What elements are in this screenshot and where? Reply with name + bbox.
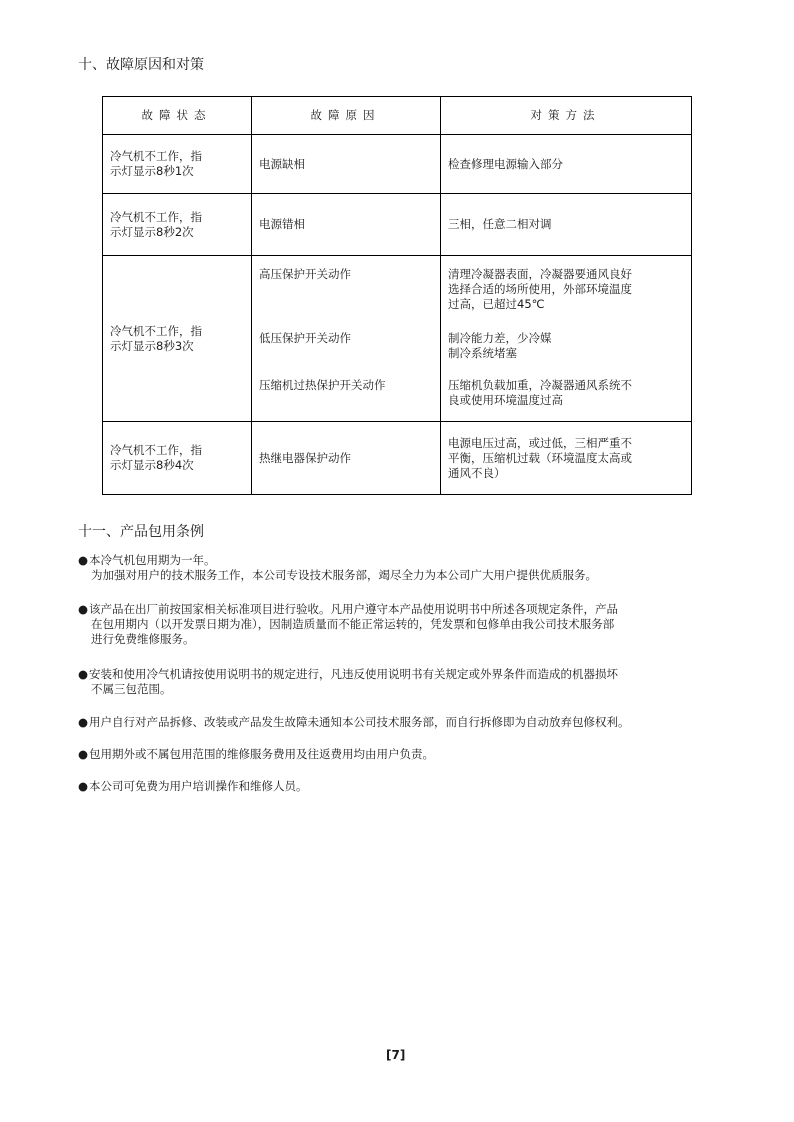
fault-remedy-cell: [441, 422, 692, 495]
bullet-text: 为加强对用户的技术服务工作，本公司专设技术服务部，竭尽全力为本公司广大用户提供优质服务。: [91, 568, 597, 582]
section-11-title: 十一、产品包用条例: [78, 524, 204, 540]
fault-table-header: [103, 97, 692, 135]
cause-line: 高压保护开关动作: [259, 267, 351, 281]
remedy-line: 制冷能力差，少冷媒: [448, 331, 552, 345]
header-status: 故障状态: [103, 97, 252, 135]
list-item: [78, 779, 718, 794]
cause-line: 热继电器保护动作: [259, 450, 351, 465]
bullet-text: 本冷气机包用期为一年。: [89, 553, 216, 567]
status-line: 示灯显示8秒1次: [110, 164, 194, 178]
table-row: [103, 256, 692, 422]
header-remedy: 对策方法: [441, 97, 692, 135]
list-item: [78, 602, 718, 647]
bullet-icon: ●: [78, 715, 89, 729]
list-item: [78, 553, 718, 583]
bullet-icon: ●: [78, 747, 89, 761]
header-cause: 故障原因: [252, 97, 441, 135]
cause-line: 压缩机过热保护开关动作: [259, 378, 386, 392]
bullet-icon: ●: [78, 667, 89, 681]
remedy-line: 平衡，压缩机过载（环境温度太高或: [448, 450, 632, 465]
bullet-text: 在包用期内（以开发票日期为准），因制造质量而不能正常运转的，凭发票和包修单由我公司技术服务部: [91, 617, 615, 631]
bullet-text: 该产品在出厂前按国家相关标准项目进行验收。凡用户遵守本产品使用说明书中所述各项规定条件，产品: [89, 602, 618, 616]
fault-status-cell: [103, 135, 252, 194]
fault-cause-cell: [252, 135, 441, 194]
fault-status-cell: [103, 194, 252, 256]
bullet-text: 不属三包范围。: [91, 682, 172, 696]
fault-remedy-cell: [441, 194, 692, 256]
fault-table: [102, 96, 692, 495]
cause-line: 低压保护开关动作: [259, 331, 351, 345]
status-line: 冷气机不工作，指: [110, 149, 202, 163]
table-row: [103, 135, 692, 194]
remedy-line: 检查修理电源输入部分: [448, 156, 563, 171]
remedy-group: [448, 267, 683, 312]
fault-cause-cell: [252, 256, 441, 422]
remedy-line: 通风不良）: [448, 465, 506, 480]
cause-line: 电源缺相: [259, 156, 305, 171]
remedy-line: 选择合适的场所使用，外部环境温度: [448, 282, 632, 296]
list-item: [78, 667, 718, 697]
list-item: [78, 715, 718, 730]
remedy-group: [448, 331, 683, 361]
bullet-icon: ●: [78, 779, 89, 793]
fault-status-cell: [103, 256, 252, 422]
remedy-group: [448, 378, 683, 408]
list-item: [78, 747, 718, 762]
fault-remedy-cell: [441, 135, 692, 194]
fault-cause-cell: [252, 422, 441, 495]
cause-line: 电源错相: [259, 217, 305, 231]
fault-cause-cell: [252, 194, 441, 256]
status-line: 冷气机不工作，指: [110, 323, 202, 338]
status-line: 示灯显示8秒3次: [110, 338, 194, 353]
fault-status-cell: [103, 422, 252, 495]
table-row: [103, 194, 692, 256]
fault-remedy-cell: [441, 256, 692, 422]
bullet-text: 进行免费维修服务。: [91, 632, 195, 646]
status-line: 示灯显示8秒2次: [110, 224, 194, 239]
bullet-icon: ●: [78, 602, 89, 616]
section-10-title: 十、故障原因和对策: [78, 57, 204, 73]
bullet-text: 包用期外或不属包用范围的维修服务费用及往返费用均由用户负责。: [89, 747, 434, 761]
status-line: 冷气机不工作，指: [110, 443, 202, 457]
page-number: [7]: [386, 1048, 406, 1062]
remedy-line: 清理冷凝器表面，冷凝器要通风良好: [448, 267, 632, 281]
bullet-text: 用户自行对产品拆修、改装或产品发生故障未通知本公司技术服务部，而自行拆修即为自动放弃包修权利。: [89, 715, 630, 729]
bullet-icon: ●: [78, 553, 89, 567]
remedy-line: 压缩机负载加重，冷凝器通风系统不: [448, 378, 632, 392]
bullet-text: 安装和使用冷气机请按使用说明书的规定进行，凡违反使用说明书有关规定或外界条件而造成的机器损坏: [89, 667, 618, 681]
status-line: 冷气机不工作，指: [110, 209, 202, 224]
status-line: 示灯显示8秒4次: [110, 458, 194, 472]
bullet-text: 本公司可免费为用户培训操作和维修人员。: [89, 779, 308, 793]
table-row: [103, 422, 692, 495]
remedy-line: 电源电压过高，或过低，三相严重不: [448, 435, 632, 450]
remedy-line: 良或使用环境温度过高: [448, 393, 563, 407]
remedy-line: 制冷系统堵塞: [448, 346, 517, 360]
remedy-line: 过高，已超过45℃: [448, 297, 545, 311]
remedy-line: 三相，任意二相对调: [448, 217, 552, 231]
